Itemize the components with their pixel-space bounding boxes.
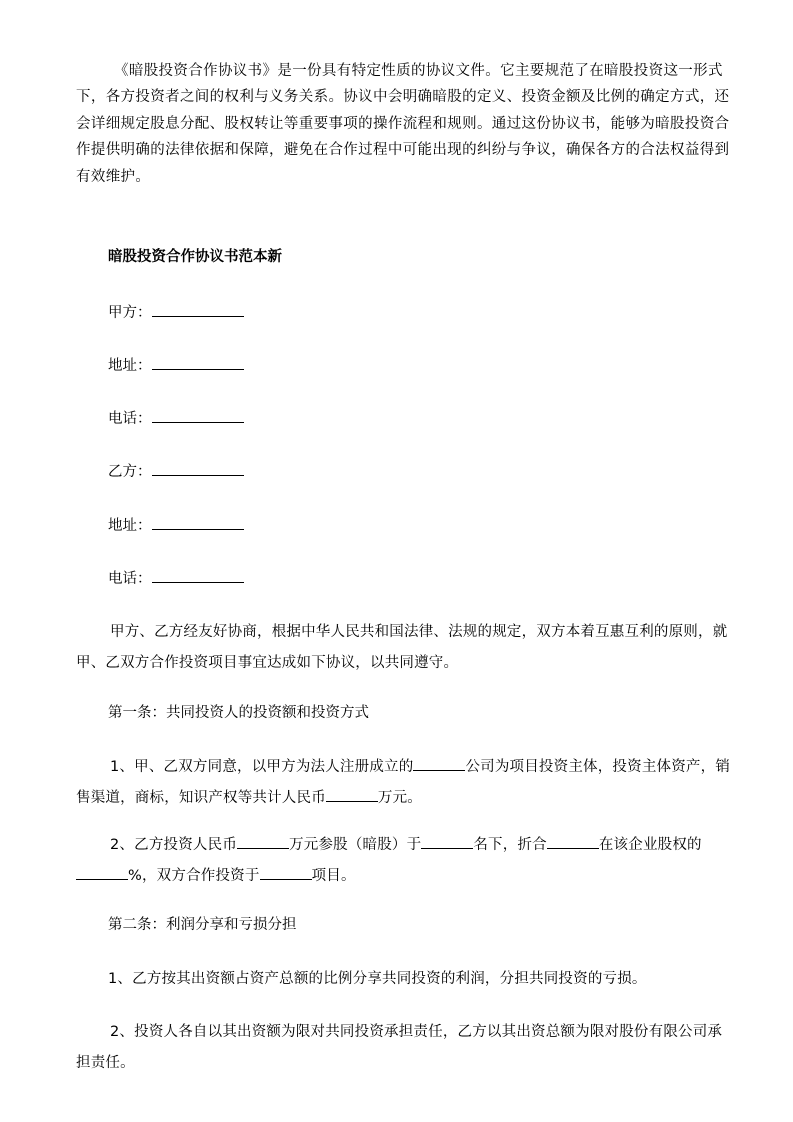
- document-title: 暗股投资合作协议书范本新: [108, 249, 282, 265]
- a1c2-text-f: 项目。: [311, 868, 356, 884]
- party-a-address-blank: [152, 355, 244, 370]
- party-b-address-label: 地址：: [108, 518, 152, 534]
- intro-text: 《暗股投资合作协议书》是一份具有特定性质的协议文件。它主要规范了在暗股投资这一形式下，各方投资者之间的权利与义务关系。协议中会明确暗股的定义、投资金额及比例的确定方式，还会详细规定股息分配、股权转让等重要事项的操作流程和规则。通过这份协议书，能够为暗股投资合作提供明确的法律依据和保障，避免在合作过程中可能出现的纠纷与争议，确保各方的合法权益得到有效维护。: [76, 63, 730, 185]
- article-2-heading: 第二条：利润分享和亏损分担: [108, 917, 297, 933]
- total-amount-blank: [326, 787, 378, 802]
- project-name-blank: [260, 865, 312, 880]
- party-b-label: 乙方：: [108, 464, 152, 480]
- a1c2-text-b: 万元参股（暗股）于: [289, 837, 422, 853]
- party-a-phone-field: [108, 408, 244, 430]
- a1c1-text-b: 公司为项目投资主体，投资主体资产，销售渠道，商标，知识产权等共计人民币: [76, 759, 731, 806]
- holder-name-blank: [421, 834, 473, 849]
- company-name-blank: [413, 756, 465, 771]
- party-a-phone-label: 电话：: [108, 411, 152, 427]
- a1c2-text-d: 在该企业股权的: [598, 837, 702, 853]
- preamble-text: 甲方、乙方经友好协商，根据中华人民共和国法律、法规的规定，双方本着互惠互利的原则，就甲、乙双方合作投资项目事宜达成如下协议，以共同遵守。: [76, 624, 728, 671]
- intro-paragraph: [76, 58, 736, 190]
- a1c1-text-a: 1、甲、乙双方同意，以甲方为法人注册成立的: [110, 759, 414, 775]
- a2c2-text: 2、投资人各自以其出资额为限对共同投资承担责任，乙方以其出资总额为限对股份有限公司承担责任。: [76, 1024, 723, 1071]
- party-a-blank: [152, 302, 244, 317]
- article-1-clause-1: [76, 752, 736, 814]
- share-percent-blank: [76, 865, 128, 880]
- article-1-heading: 第一条：共同投资人的投资额和投资方式: [108, 705, 369, 721]
- a1c1-text-c: 万元。: [377, 790, 423, 806]
- article-2-clause-1: [76, 964, 736, 995]
- party-a-address-field: [108, 355, 244, 377]
- party-b-blank: [152, 461, 244, 476]
- converted-blank: [547, 834, 599, 849]
- preamble-paragraph: [76, 617, 736, 679]
- party-a-address-label: 地址：: [108, 358, 152, 374]
- party-b-field: [108, 461, 244, 483]
- party-b-phone-label: 电话：: [108, 571, 152, 587]
- party-a-field: [108, 302, 244, 324]
- investment-amount-blank: [237, 834, 289, 849]
- a1c2-text-c: 名下，折合: [473, 837, 547, 853]
- party-a-phone-blank: [152, 408, 244, 423]
- a1c2-text-e: %，双方合作投资于: [128, 868, 260, 884]
- party-b-address-field: [108, 515, 244, 537]
- article-1-clause-2: [76, 830, 736, 892]
- party-a-label: 甲方：: [108, 305, 152, 321]
- article-2-clause-2: [76, 1017, 736, 1079]
- party-b-phone-blank: [152, 568, 244, 583]
- a2c1-text: 1、乙方按其出资额占资产总额的比例分享共同投资的利润，分担共同投资的亏损。: [108, 971, 647, 987]
- party-b-address-blank: [152, 515, 244, 530]
- a1c2-text-a: 2、乙方投资人民币: [110, 837, 238, 853]
- party-b-phone-field: [108, 568, 244, 590]
